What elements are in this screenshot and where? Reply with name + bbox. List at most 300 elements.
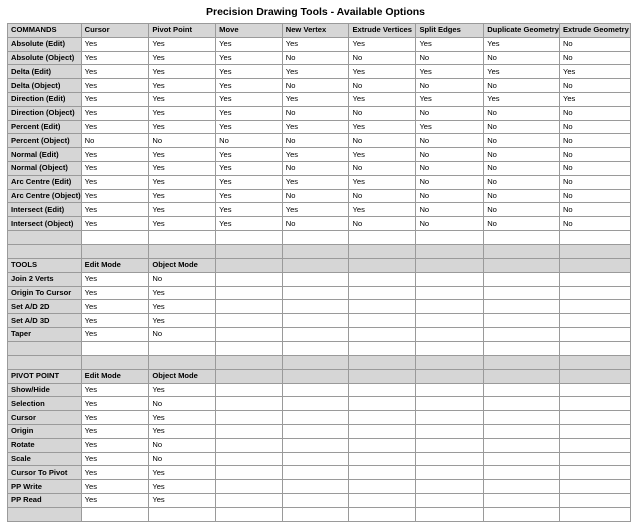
support-cell: Yes xyxy=(484,37,560,51)
empty-cell xyxy=(559,411,630,425)
empty-cell xyxy=(216,480,283,494)
empty-cell xyxy=(559,272,630,286)
support-cell: Yes xyxy=(149,411,216,425)
support-cell: No xyxy=(559,51,630,65)
support-cell: No xyxy=(149,272,216,286)
section-spacer-row xyxy=(8,244,631,258)
support-cell: Yes xyxy=(81,189,149,203)
support-cell: Yes xyxy=(149,493,216,507)
empty-cell xyxy=(349,286,416,300)
empty-cell xyxy=(282,493,349,507)
support-cell: Yes xyxy=(349,175,416,189)
empty-cell xyxy=(559,383,630,397)
commands-row xyxy=(8,92,631,106)
support-cell: No xyxy=(282,79,349,93)
empty-cell xyxy=(559,507,630,521)
support-cell: Yes xyxy=(149,466,216,480)
empty-header-cell xyxy=(282,369,349,383)
empty-cell xyxy=(559,300,630,314)
spacer-cell xyxy=(282,244,349,258)
support-cell: No xyxy=(282,161,349,175)
spacer-cell xyxy=(149,355,216,369)
support-cell: Yes xyxy=(81,493,149,507)
support-cell: Yes xyxy=(416,37,484,51)
commands-column-header: Extrude Vertices xyxy=(349,24,416,38)
pivot-point-row-label: Rotate xyxy=(8,438,82,452)
support-cell: Yes xyxy=(81,480,149,494)
tools-header-row xyxy=(8,258,631,272)
support-cell: No xyxy=(559,148,630,162)
commands-row xyxy=(8,120,631,134)
pivot-point-column-header: Object Mode xyxy=(149,369,216,383)
support-cell: Yes xyxy=(81,314,149,328)
support-cell: No xyxy=(559,106,630,120)
support-cell: Yes xyxy=(216,203,283,217)
empty-cell xyxy=(349,424,416,438)
support-cell: No xyxy=(559,189,630,203)
support-cell: Yes xyxy=(81,300,149,314)
support-cell: Yes xyxy=(349,203,416,217)
empty-cell xyxy=(282,383,349,397)
empty-cell xyxy=(216,397,283,411)
empty-header-cell xyxy=(216,258,283,272)
empty-cell xyxy=(282,397,349,411)
empty-header-cell xyxy=(416,258,484,272)
empty-cell xyxy=(216,314,283,328)
support-cell: Yes xyxy=(149,106,216,120)
support-cell: Yes xyxy=(81,217,149,231)
spacer-cell xyxy=(149,230,216,244)
empty-cell xyxy=(282,272,349,286)
commands-row-label: Absolute (Edit) xyxy=(8,37,82,51)
support-cell: Yes xyxy=(282,92,349,106)
commands-column-header: Pivot Point xyxy=(149,24,216,38)
tools-row-label: Set A/D 2D xyxy=(8,300,82,314)
support-cell: No xyxy=(559,203,630,217)
support-cell: Yes xyxy=(81,424,149,438)
table-body xyxy=(8,24,631,522)
trailing-empty-row xyxy=(8,507,631,521)
empty-cell xyxy=(484,314,560,328)
support-cell: Yes xyxy=(149,175,216,189)
support-cell: Yes xyxy=(81,203,149,217)
support-cell: No xyxy=(282,189,349,203)
commands-row-label: Delta (Edit) xyxy=(8,65,82,79)
support-cell: Yes xyxy=(559,65,630,79)
commands-row-label: Direction (Edit) xyxy=(8,92,82,106)
support-cell: No xyxy=(559,134,630,148)
spacer-cell xyxy=(216,244,283,258)
support-cell: Yes xyxy=(416,120,484,134)
empty-cell xyxy=(216,383,283,397)
commands-row-label: Arc Centre (Edit) xyxy=(8,175,82,189)
empty-cell xyxy=(282,452,349,466)
empty-cell xyxy=(416,466,484,480)
spacer-cell xyxy=(282,341,349,355)
empty-cell xyxy=(216,327,283,341)
commands-row-label: Normal (Edit) xyxy=(8,148,82,162)
support-cell: No xyxy=(416,203,484,217)
tools-row-label: Origin To Cursor xyxy=(8,286,82,300)
commands-row xyxy=(8,148,631,162)
empty-header-cell xyxy=(216,369,283,383)
empty-cell xyxy=(282,327,349,341)
commands-row-label: Intersect (Edit) xyxy=(8,203,82,217)
commands-row xyxy=(8,175,631,189)
empty-header-cell xyxy=(484,258,560,272)
empty-cell xyxy=(349,493,416,507)
spacer-cell xyxy=(349,244,416,258)
support-cell: Yes xyxy=(282,120,349,134)
support-cell: Yes xyxy=(81,383,149,397)
empty-cell xyxy=(416,314,484,328)
support-cell: Yes xyxy=(559,92,630,106)
empty-cell xyxy=(349,438,416,452)
spacer-cell xyxy=(8,355,82,369)
spacer-cell xyxy=(149,341,216,355)
support-cell: No xyxy=(416,175,484,189)
empty-header-cell xyxy=(559,258,630,272)
pivot-point-column-header: PIVOT POINT xyxy=(8,369,82,383)
empty-cell xyxy=(416,272,484,286)
spacer-cell xyxy=(8,244,82,258)
empty-cell xyxy=(216,438,283,452)
commands-row xyxy=(8,51,631,65)
support-cell: No xyxy=(416,217,484,231)
support-cell: Yes xyxy=(149,51,216,65)
spacer-cell xyxy=(559,341,630,355)
spacer-cell xyxy=(149,244,216,258)
support-cell: Yes xyxy=(149,480,216,494)
support-cell: Yes xyxy=(149,314,216,328)
support-cell: Yes xyxy=(282,65,349,79)
support-cell: Yes xyxy=(149,383,216,397)
support-cell: Yes xyxy=(216,189,283,203)
support-cell: Yes xyxy=(416,65,484,79)
support-cell: Yes xyxy=(149,300,216,314)
empty-cell xyxy=(484,272,560,286)
support-cell: Yes xyxy=(349,65,416,79)
support-cell: Yes xyxy=(349,92,416,106)
support-cell: No xyxy=(416,148,484,162)
empty-cell xyxy=(416,383,484,397)
spacer-cell xyxy=(484,355,560,369)
empty-cell xyxy=(149,507,216,521)
empty-cell xyxy=(416,327,484,341)
support-cell: No xyxy=(559,217,630,231)
support-cell: Yes xyxy=(81,92,149,106)
spacer-cell xyxy=(216,355,283,369)
empty-header-cell xyxy=(416,369,484,383)
empty-cell xyxy=(349,327,416,341)
empty-cell xyxy=(282,411,349,425)
tools-row xyxy=(8,300,631,314)
empty-cell xyxy=(484,452,560,466)
empty-cell xyxy=(416,397,484,411)
support-cell: Yes xyxy=(149,189,216,203)
commands-row xyxy=(8,79,631,93)
support-cell: Yes xyxy=(81,65,149,79)
commands-row xyxy=(8,203,631,217)
support-cell: Yes xyxy=(282,148,349,162)
empty-cell xyxy=(216,411,283,425)
support-cell: No xyxy=(484,120,560,134)
support-cell: Yes xyxy=(282,203,349,217)
section-spacer-row xyxy=(8,355,631,369)
support-cell: Yes xyxy=(149,203,216,217)
empty-cell xyxy=(416,480,484,494)
empty-cell xyxy=(416,300,484,314)
empty-cell xyxy=(216,493,283,507)
pivot-point-row xyxy=(8,493,631,507)
support-cell: Yes xyxy=(149,92,216,106)
pivot-point-row-label: Origin xyxy=(8,424,82,438)
support-cell: Yes xyxy=(81,79,149,93)
spacer-cell xyxy=(416,244,484,258)
empty-header-cell xyxy=(349,369,416,383)
support-cell: No xyxy=(416,161,484,175)
support-cell: Yes xyxy=(81,161,149,175)
spacer-cell xyxy=(349,355,416,369)
support-cell: No xyxy=(282,51,349,65)
empty-cell xyxy=(484,397,560,411)
empty-cell xyxy=(216,272,283,286)
empty-cell xyxy=(416,493,484,507)
pivot-point-column-header: Edit Mode xyxy=(81,369,149,383)
empty-header-cell xyxy=(349,258,416,272)
support-cell: No xyxy=(282,134,349,148)
support-cell: No xyxy=(149,327,216,341)
support-cell: No xyxy=(484,134,560,148)
commands-row-label: Arc Centre (Object) xyxy=(8,189,82,203)
empty-cell xyxy=(416,411,484,425)
commands-column-header: Move xyxy=(216,24,283,38)
empty-cell xyxy=(484,286,560,300)
support-cell: Yes xyxy=(81,37,149,51)
support-cell: No xyxy=(349,161,416,175)
empty-cell xyxy=(349,383,416,397)
empty-cell xyxy=(216,452,283,466)
pivot-point-row-label: Cursor xyxy=(8,411,82,425)
spacer-cell xyxy=(416,341,484,355)
empty-cell xyxy=(81,507,149,521)
commands-row-label: Direction (Object) xyxy=(8,106,82,120)
empty-cell xyxy=(416,424,484,438)
commands-column-header: Split Edges xyxy=(416,24,484,38)
support-cell: Yes xyxy=(81,327,149,341)
support-cell: Yes xyxy=(484,92,560,106)
support-cell: Yes xyxy=(81,411,149,425)
pivot-point-row-label: PP Read xyxy=(8,493,82,507)
support-cell: No xyxy=(282,106,349,120)
pivot-point-row-label: Show/Hide xyxy=(8,383,82,397)
empty-cell xyxy=(349,411,416,425)
support-cell: No xyxy=(349,51,416,65)
spacer-cell xyxy=(282,355,349,369)
empty-cell xyxy=(484,480,560,494)
spacer-cell xyxy=(81,244,149,258)
tools-row xyxy=(8,327,631,341)
commands-row xyxy=(8,134,631,148)
pivot-point-row xyxy=(8,438,631,452)
support-cell: No xyxy=(559,175,630,189)
support-cell: Yes xyxy=(216,175,283,189)
spacer-cell xyxy=(8,341,82,355)
empty-cell xyxy=(216,466,283,480)
support-cell: Yes xyxy=(149,37,216,51)
spacer-cell xyxy=(559,244,630,258)
commands-column-header: New Vertex xyxy=(282,24,349,38)
empty-header-cell xyxy=(484,369,560,383)
commands-column-header: COMMANDS xyxy=(8,24,82,38)
support-cell: No xyxy=(484,203,560,217)
pivot-point-row-label: Scale xyxy=(8,452,82,466)
commands-row-label: Normal (Object) xyxy=(8,161,82,175)
spacer-cell xyxy=(349,230,416,244)
support-cell: No xyxy=(416,134,484,148)
support-cell: Yes xyxy=(216,217,283,231)
support-cell: No xyxy=(349,189,416,203)
spacer-cell xyxy=(216,230,283,244)
support-cell: Yes xyxy=(149,65,216,79)
pivot-point-row-label: Selection xyxy=(8,397,82,411)
commands-row-label: Percent (Edit) xyxy=(8,120,82,134)
commands-header-row xyxy=(8,24,631,38)
empty-cell xyxy=(416,452,484,466)
support-cell: Yes xyxy=(149,161,216,175)
empty-cell xyxy=(349,507,416,521)
empty-cell xyxy=(416,286,484,300)
support-cell: No xyxy=(559,161,630,175)
support-cell: Yes xyxy=(216,51,283,65)
pivot-point-row xyxy=(8,383,631,397)
support-cell: Yes xyxy=(282,175,349,189)
spacer-cell xyxy=(216,341,283,355)
support-cell: Yes xyxy=(81,452,149,466)
commands-row xyxy=(8,217,631,231)
support-cell: No xyxy=(149,452,216,466)
support-cell: No xyxy=(149,134,216,148)
empty-cell xyxy=(216,424,283,438)
support-cell: Yes xyxy=(216,106,283,120)
spacer-cell xyxy=(349,341,416,355)
support-cell: No xyxy=(559,79,630,93)
pivot-point-row-label: PP Write xyxy=(8,480,82,494)
support-cell: No xyxy=(484,189,560,203)
commands-row xyxy=(8,37,631,51)
support-cell: No xyxy=(484,79,560,93)
support-cell: Yes xyxy=(81,272,149,286)
empty-cell xyxy=(484,424,560,438)
spacer-cell xyxy=(484,244,560,258)
support-cell: Yes xyxy=(149,120,216,134)
support-cell: Yes xyxy=(81,148,149,162)
empty-cell xyxy=(559,424,630,438)
spacer-cell xyxy=(81,230,149,244)
empty-cell xyxy=(349,314,416,328)
support-cell: No xyxy=(149,397,216,411)
support-cell: No xyxy=(416,51,484,65)
empty-cell xyxy=(349,397,416,411)
empty-cell xyxy=(559,452,630,466)
empty-cell xyxy=(8,507,82,521)
empty-cell xyxy=(216,286,283,300)
empty-cell xyxy=(559,327,630,341)
empty-cell xyxy=(559,438,630,452)
tools-row-label: Set A/D 3D xyxy=(8,314,82,328)
pivot-point-row xyxy=(8,480,631,494)
spacer-cell xyxy=(559,355,630,369)
commands-column-header: Extrude Geometry xyxy=(559,24,630,38)
empty-cell xyxy=(484,383,560,397)
support-cell: No xyxy=(484,51,560,65)
support-cell: Yes xyxy=(349,120,416,134)
spacer-cell xyxy=(484,341,560,355)
empty-cell xyxy=(349,480,416,494)
tools-row-label: Taper xyxy=(8,327,82,341)
empty-cell xyxy=(559,493,630,507)
spacer-cell xyxy=(81,355,149,369)
support-cell: Yes xyxy=(349,148,416,162)
support-cell: No xyxy=(559,37,630,51)
empty-cell xyxy=(416,507,484,521)
tools-row xyxy=(8,286,631,300)
empty-cell xyxy=(559,466,630,480)
support-cell: Yes xyxy=(149,217,216,231)
empty-header-cell xyxy=(559,369,630,383)
support-cell: No xyxy=(484,161,560,175)
commands-row xyxy=(8,106,631,120)
support-cell: No xyxy=(484,175,560,189)
spacer-cell xyxy=(416,355,484,369)
commands-column-header: Duplicate Geometry xyxy=(484,24,560,38)
tools-column-header: Edit Mode xyxy=(81,258,149,272)
empty-cell xyxy=(282,507,349,521)
empty-cell xyxy=(559,480,630,494)
tools-row xyxy=(8,272,631,286)
commands-row-label: Delta (Object) xyxy=(8,79,82,93)
tools-column-header: TOOLS xyxy=(8,258,82,272)
support-cell: Yes xyxy=(216,65,283,79)
empty-cell xyxy=(349,466,416,480)
support-cell: No xyxy=(416,106,484,120)
support-cell: Yes xyxy=(81,438,149,452)
empty-cell xyxy=(282,424,349,438)
tools-row-label: Join 2 Verts xyxy=(8,272,82,286)
empty-cell xyxy=(559,286,630,300)
spacer-cell xyxy=(81,341,149,355)
empty-cell xyxy=(282,480,349,494)
support-cell: Yes xyxy=(149,148,216,162)
empty-cell xyxy=(416,438,484,452)
empty-header-cell xyxy=(282,258,349,272)
empty-cell xyxy=(559,314,630,328)
commands-row-label: Intersect (Object) xyxy=(8,217,82,231)
support-cell: Yes xyxy=(81,51,149,65)
support-cell: Yes xyxy=(216,120,283,134)
support-cell: Yes xyxy=(282,37,349,51)
pivot-point-row xyxy=(8,424,631,438)
support-cell: No xyxy=(349,217,416,231)
empty-cell xyxy=(484,300,560,314)
empty-cell xyxy=(282,466,349,480)
pivot-point-row xyxy=(8,411,631,425)
support-cell: Yes xyxy=(416,92,484,106)
support-cell: Yes xyxy=(149,424,216,438)
empty-cell xyxy=(559,397,630,411)
support-cell: No xyxy=(349,106,416,120)
empty-cell xyxy=(484,411,560,425)
